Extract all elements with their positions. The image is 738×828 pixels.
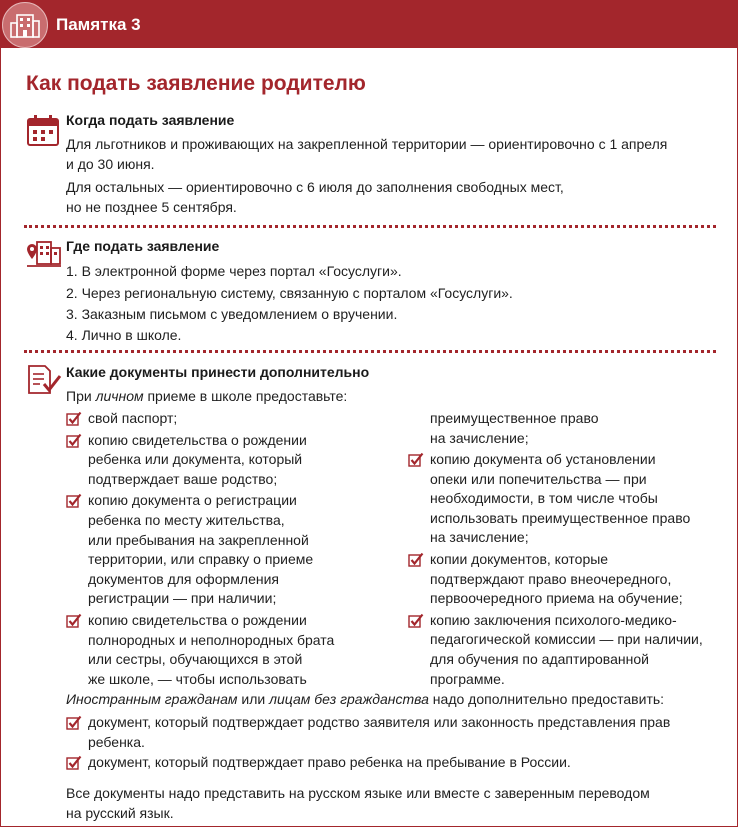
- document-list-item-line: педагогической комиссии — при наличии,: [430, 631, 703, 648]
- header-bar: [0, 0, 738, 48]
- document-list-item: [66, 753, 571, 773]
- list-item: 3. Заказным письмом с уведомлением о вручении.: [66, 306, 398, 322]
- checkbox-icon: [66, 411, 82, 427]
- document-list-item-line: копию документа о регистрации: [88, 492, 297, 509]
- calendar-icon: [26, 114, 60, 148]
- checkbox-icon: [66, 493, 82, 509]
- document-list-item-line: копии документов, которые: [430, 551, 609, 567]
- docs-intro: При личном приеме в школе предоставьте:: [66, 388, 348, 404]
- document-list-item-line: необходимости, в том числе чтобы: [430, 490, 658, 507]
- document-list-item-line: на зачисление;: [430, 529, 529, 546]
- document-list-item: [66, 713, 670, 752]
- when-line: но не позднее 5 сентября.: [66, 199, 237, 215]
- list-item: 4. Лично в школе.: [66, 327, 182, 343]
- document-list-item-line: полнородных и неполнородных брата: [88, 631, 335, 648]
- document-list-item-line: использовать преимущественное право: [430, 509, 691, 526]
- document-list-item-line: документов для оформления: [88, 570, 279, 587]
- checkbox-icon: [408, 613, 424, 629]
- final-note-line: Все документы надо представить на русском языке или вместе с заверенным переводом: [66, 785, 650, 801]
- document-list-item: [66, 409, 177, 429]
- document-list-item-line: документ, который подтверждает право ребенка на пребывание в России.: [88, 754, 571, 770]
- document-list-item-line: ребенка по месту жительства,: [88, 511, 285, 528]
- document-list-item-line: копию свидетельства о рождении: [88, 612, 307, 628]
- document-list-item: [66, 491, 313, 609]
- checkbox-icon: [66, 433, 82, 449]
- foreign-intro: Иностранным гражданам или лицам без гражданства надо дополнительно предоставить:: [66, 691, 665, 707]
- when-line: Для остальных — ориентировочно с 6 июля до заполнения свободных мест,: [66, 179, 564, 195]
- document-list-item: [66, 431, 307, 490]
- document-list-item-line: опеки или попечительства — при: [430, 470, 647, 487]
- document-list-item: [66, 611, 334, 689]
- document-list-item-line: или пребывания на закрепленной: [88, 531, 309, 548]
- document-list-item-line: копию документа об установлении: [430, 451, 656, 467]
- section-title-docs: Какие документы принести дополнительно: [66, 364, 370, 380]
- document-list-item-line: документ, который подтверждает родство заявителя или законность представления прав: [88, 714, 671, 730]
- document-list-item-line: территории, или справку о приеме: [88, 551, 314, 568]
- document-list-item-line: же школе, — чтобы использовать: [88, 670, 307, 687]
- document-list-item-line: или сестры, обучающихся в этой: [88, 651, 303, 668]
- document-list-item-line: регистрации — при наличии;: [88, 590, 277, 607]
- section-title-where: Где подать заявление: [66, 238, 220, 254]
- dotted-divider: [24, 350, 716, 353]
- checkbox-icon: [66, 715, 82, 731]
- document-list-item-line: свой паспорт;: [88, 410, 178, 426]
- final-note-line: на русский язык.: [66, 805, 174, 821]
- building-icon: [2, 2, 48, 48]
- school-location-icon: [26, 236, 62, 268]
- continuation-line: преимущественное право: [430, 410, 599, 426]
- document-list-item: [408, 450, 690, 548]
- document-list-item-line: для обучения по адаптированной: [430, 650, 649, 667]
- document-list-item-line: копию заключения психолого-медико-: [430, 611, 677, 628]
- dotted-divider: [24, 225, 716, 228]
- checkbox-icon: [408, 452, 424, 468]
- document-list-item-line: программе.: [430, 670, 505, 687]
- list-item: 2. Через региональную систему, связанную с порталом «Госуслуги».: [66, 285, 513, 301]
- document-check-icon: [26, 364, 62, 396]
- document-list-item-line: первоочередного приема на обучение;: [430, 590, 683, 607]
- checkbox-icon: [66, 613, 82, 629]
- when-line: Для льготников и проживающих на закрепленной территории — ориентировочно с 1 апреля: [66, 136, 668, 152]
- document-list-item-line: копию свидетельства о рождении: [88, 431, 307, 448]
- document-list-item: [408, 550, 683, 609]
- memo-number: Памятка 3: [56, 15, 141, 34]
- when-line: и до 30 июня.: [66, 156, 155, 172]
- document-list-item-line: подтверждают право внеочередного,: [430, 570, 672, 587]
- checkbox-icon: [408, 552, 424, 568]
- checkbox-icon: [66, 755, 82, 771]
- document-list-item-line: ребенка.: [88, 733, 145, 750]
- document-list-item: [408, 611, 703, 689]
- page-title: Как подать заявление родителю: [26, 72, 366, 95]
- continuation-line: на зачисление;: [430, 429, 529, 446]
- list-item: 1. В электронной форме через портал «Госуслуги».: [66, 263, 402, 279]
- section-title-when: Когда подать заявление: [66, 112, 235, 128]
- document-list-item-line: ребенка или документа, который: [88, 451, 303, 468]
- document-list-item-line: подтверждает ваше родство;: [88, 470, 278, 487]
